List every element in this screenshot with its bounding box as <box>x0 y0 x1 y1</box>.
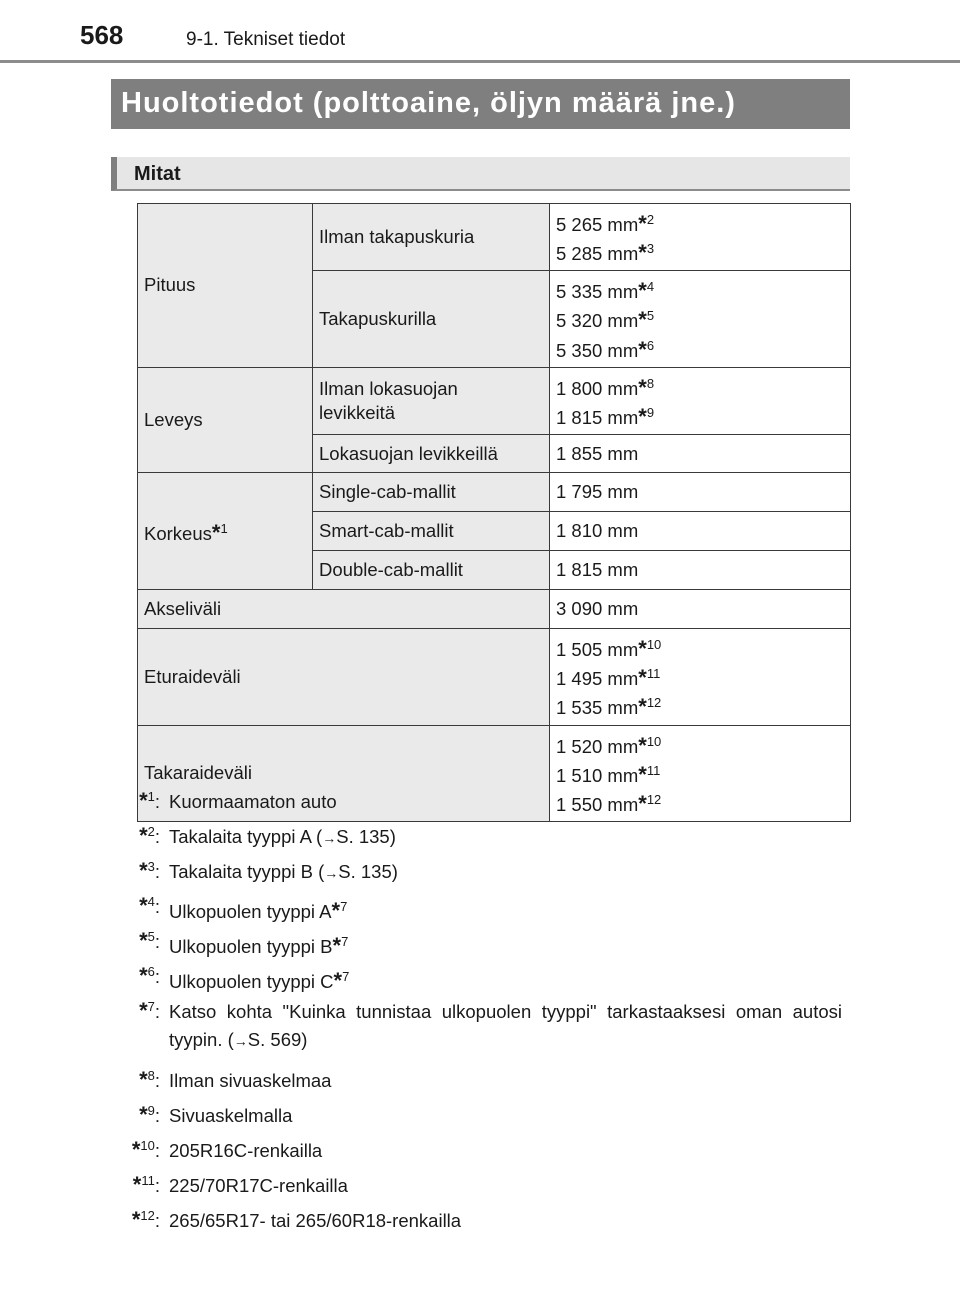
header-divider <box>0 60 960 63</box>
value-cell: 1 800 mm*$^8$ 1 815 mm*$^9$ <box>550 367 851 434</box>
arrow-icon: → <box>322 830 337 846</box>
category-pituus: Pituus <box>138 204 313 368</box>
value-cell: 1 815 mm <box>550 551 851 590</box>
table-row <box>138 473 851 512</box>
value-cell: 5 335 mm*$^4$ 5 320 mm*$^5$ 5 350 mm*$^6$ <box>550 271 851 367</box>
category-korkeus: Korkeus*$^1$ <box>138 473 313 590</box>
category-leveys: Leveys <box>138 367 313 472</box>
value-cell: 1 810 mm <box>550 512 851 551</box>
subcategory-ilman-lokasuojan: Ilman lokasuojan levikkeitä <box>313 367 550 434</box>
page-header <box>0 0 960 62</box>
subcategory-ilman-takapuskuria: Ilman takapuskuria <box>313 204 550 271</box>
subcategory-takapuskurilla: Takapuskurilla <box>313 271 550 367</box>
value-cell: 1 795 mm <box>550 473 851 512</box>
page-title: Huoltotiedot (polttoaine, öljyn määrä jne.) <box>111 79 850 129</box>
value-cell: 1 505 mm*$^{10}$ 1 495 mm*$^{11}$ 1 535 mm*$^{12}$ <box>550 629 851 725</box>
category-eturaidevali: Eturaideväli <box>138 629 550 725</box>
table-row <box>138 367 851 434</box>
arrow-icon: → <box>233 1033 248 1049</box>
category-takaraidevali: Takaraideväli <box>138 725 550 821</box>
page-number: 568 <box>80 20 124 50</box>
section-subtitle: Mitat <box>111 157 850 191</box>
category-akselivali: Akseliväli <box>138 590 550 629</box>
table-row <box>138 590 851 629</box>
subcategory-lokasuojan-levikkeilla: Lokasuojan levikkeillä <box>313 435 550 473</box>
arrow-icon: → <box>324 865 339 881</box>
value-cell: 1 855 mm <box>550 435 851 473</box>
value-cell: 5 265 mm*$^2$ 5 285 mm*$^3$ <box>550 204 851 271</box>
subcategory-smart-cab: Smart-cab-mallit <box>313 512 550 551</box>
subcategory-single-cab: Single-cab-mallit <box>313 473 550 512</box>
table-row <box>138 629 851 725</box>
dimensions-table <box>137 203 851 822</box>
value-cell: 1 520 mm*$^{10}$ 1 510 mm*$^{11}$ 1 550 mm*$^{12}$ <box>550 725 851 821</box>
subcategory-double-cab: Double-cab-mallit <box>313 551 550 590</box>
value-cell: 3 090 mm <box>550 590 851 629</box>
section-reference: 9-1. Tekniset tiedot <box>186 29 346 50</box>
table-row <box>138 204 851 271</box>
